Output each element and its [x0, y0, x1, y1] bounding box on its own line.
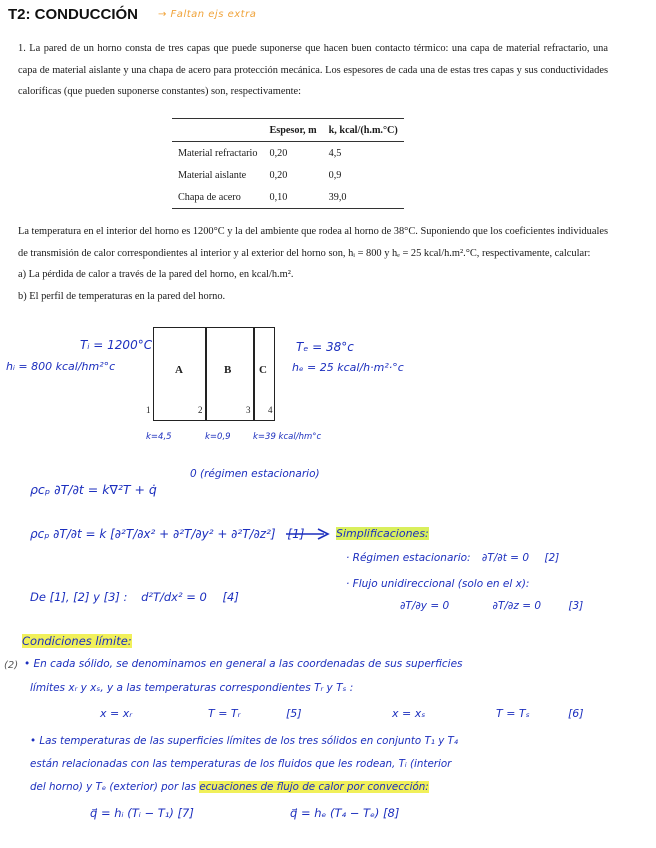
eq-expanded-lhs: ρcₚ ∂T/∂t = k [30, 527, 107, 541]
flux-equation-outer: q⃗ = hₑ (T₄ − Tₑ) [8] [290, 806, 400, 820]
eq-expanded [30, 527, 304, 541]
result-prefix: De [1], [2] y [3] : [30, 590, 128, 604]
page-title: T2: CONDUCCIÓN [8, 6, 138, 23]
limits-line-2: límites xᵣ y xₛ, y a las temperaturas correspondientes Tᵣ y Tₛ : [30, 682, 354, 694]
para2-line-1: • Las temperaturas de las superficies límites de los tres sólidos en conjunto T₁ y T₄ [30, 735, 458, 747]
arrow-right-icon [284, 528, 332, 540]
condition: T = Tₛ [496, 707, 530, 720]
k-value: k=0,9 [205, 432, 231, 442]
sketch-ti: Tᵢ = 1200°C [80, 338, 153, 352]
layer-label: A [175, 364, 183, 376]
eq-expanded-terms: [∂²T/∂x² + ∂²T/∂y² + ∂²T/∂z²] [110, 527, 276, 541]
table-cell: 0,9 [328, 169, 342, 181]
para2-line-3 [30, 781, 429, 793]
question-a: a) La pérdida de calor a través de la pared del horno, en kcal/h.m². [18, 269, 294, 280]
layer-label: C [259, 364, 267, 376]
flux-equation-inner: q⃗ = hᵢ (Tᵢ − T₁) [7] [90, 806, 194, 820]
table-cell: 0,20 [269, 169, 288, 181]
para2-line-2: están relacionadas con las temperaturas de los fluidos que les rodean, Tᵢ (interior [30, 758, 452, 770]
table-row [172, 186, 404, 209]
eq-number: [1] [287, 527, 305, 541]
problem-intro: 1. La pared de un horno consta de tres capas que puede suponerse que hacen buen contacto térmico: una capa de material refractario, una capa de material aislante y una chapa de acero para protección mecánica. Los espesores de cada una de estas tres capas y sus conductividades caloríficas (que pueden suponerse constantes) son, respectivamente: [18, 43, 608, 97]
limits-title-text: Condiciones límite: [22, 634, 132, 648]
surface-label: 1 [146, 405, 151, 415]
eq-number: [6] [568, 707, 584, 720]
simplifications-title [336, 527, 429, 540]
eq-number: [3] [568, 600, 584, 612]
table-header: Espesor, m [269, 124, 317, 136]
eq-number: [2] [544, 552, 560, 564]
result-eq: d²T/dx² = 0 [141, 590, 207, 604]
result-line [30, 590, 239, 604]
table-header: k, kcal/(h.m.°C) [328, 124, 398, 136]
simplification-2-eq-a: ∂T/∂y = 0 [400, 600, 450, 612]
para2-line-3-highlight: ecuaciones de flujo de calor por convección: [199, 781, 429, 793]
simplification-2-eq-b: ∂T/∂z = 0 [492, 600, 542, 612]
table-cell: 4,5 [328, 147, 342, 159]
layer-label: B [224, 364, 232, 376]
table-cell: Material aislante [178, 169, 247, 181]
surface-label: 2 [198, 405, 203, 415]
simplifications-title-text: Simplificaciones: [336, 527, 429, 540]
simplification-2-eqs [400, 600, 583, 612]
limits-title [22, 634, 132, 648]
table-header-row [172, 119, 404, 142]
table-cell: Chapa de acero [178, 191, 241, 203]
table-header [172, 119, 263, 142]
para2-line-3-text: del horno) y Tₑ (exterior) por las [30, 781, 197, 793]
condition: x = xₛ [392, 707, 426, 720]
simplification-1-eq: ∂T/∂t = 0 [481, 552, 530, 564]
eq-number: [4] [222, 590, 239, 604]
sketch-hi: hᵢ = 800 kcal/hm²°c [6, 360, 116, 373]
simplification-1 [346, 552, 559, 564]
simplification-1-text: · Régimen estacionario: [346, 552, 471, 564]
question-b: b) El perfil de temperaturas en la pared del horno. [18, 290, 226, 302]
properties-table [172, 118, 404, 209]
surface-label: 4 [268, 405, 273, 415]
surface-label: 3 [246, 405, 251, 415]
eq-number: [5] [286, 707, 302, 720]
k-value: k=39 kcal/hm°c [253, 432, 322, 442]
table-cell: 0,20 [269, 147, 288, 159]
table-row [172, 142, 404, 165]
table-cell: 39,0 [328, 191, 347, 203]
sketch-he: hₑ = 25 kcal/h·m²·°c [292, 361, 404, 374]
table-cell: 0,10 [269, 191, 288, 203]
condition: x = xᵣ [100, 707, 133, 720]
side-mark: (2) [4, 660, 19, 671]
title-note: → Faltan ejs extra [158, 9, 257, 20]
problem-statement [18, 221, 608, 307]
eq-general: ρcₚ ∂T/∂t = k∇²T + q̇ [30, 482, 157, 497]
limits-line-1: • En cada sólido, se denominamos en general a las coordenadas de sus superficies [24, 658, 463, 670]
sketch-te: Tₑ = 38°c [296, 340, 354, 354]
table-cell: Material refractario [178, 147, 258, 159]
k-value: k=4,5 [146, 432, 172, 442]
simplification-2: · Flujo unidireccional (solo en el x): [346, 578, 530, 590]
condition: T = Tᵣ [208, 707, 241, 720]
eq-general-note: 0 (régimen estacionario) [190, 468, 320, 480]
statement-text: La temperatura en el interior del horno es 1200°C y la del ambiente que rodea al horno de 38°C. Suponiendo que los coeficientes individuales de transmisión de calor correspondientes al interior y al exterior del horno son, hᵢ = 800 y hₑ = 25 kcal/h.m².°C, respectivamente, calcular: [18, 226, 609, 259]
table-row [172, 164, 404, 186]
